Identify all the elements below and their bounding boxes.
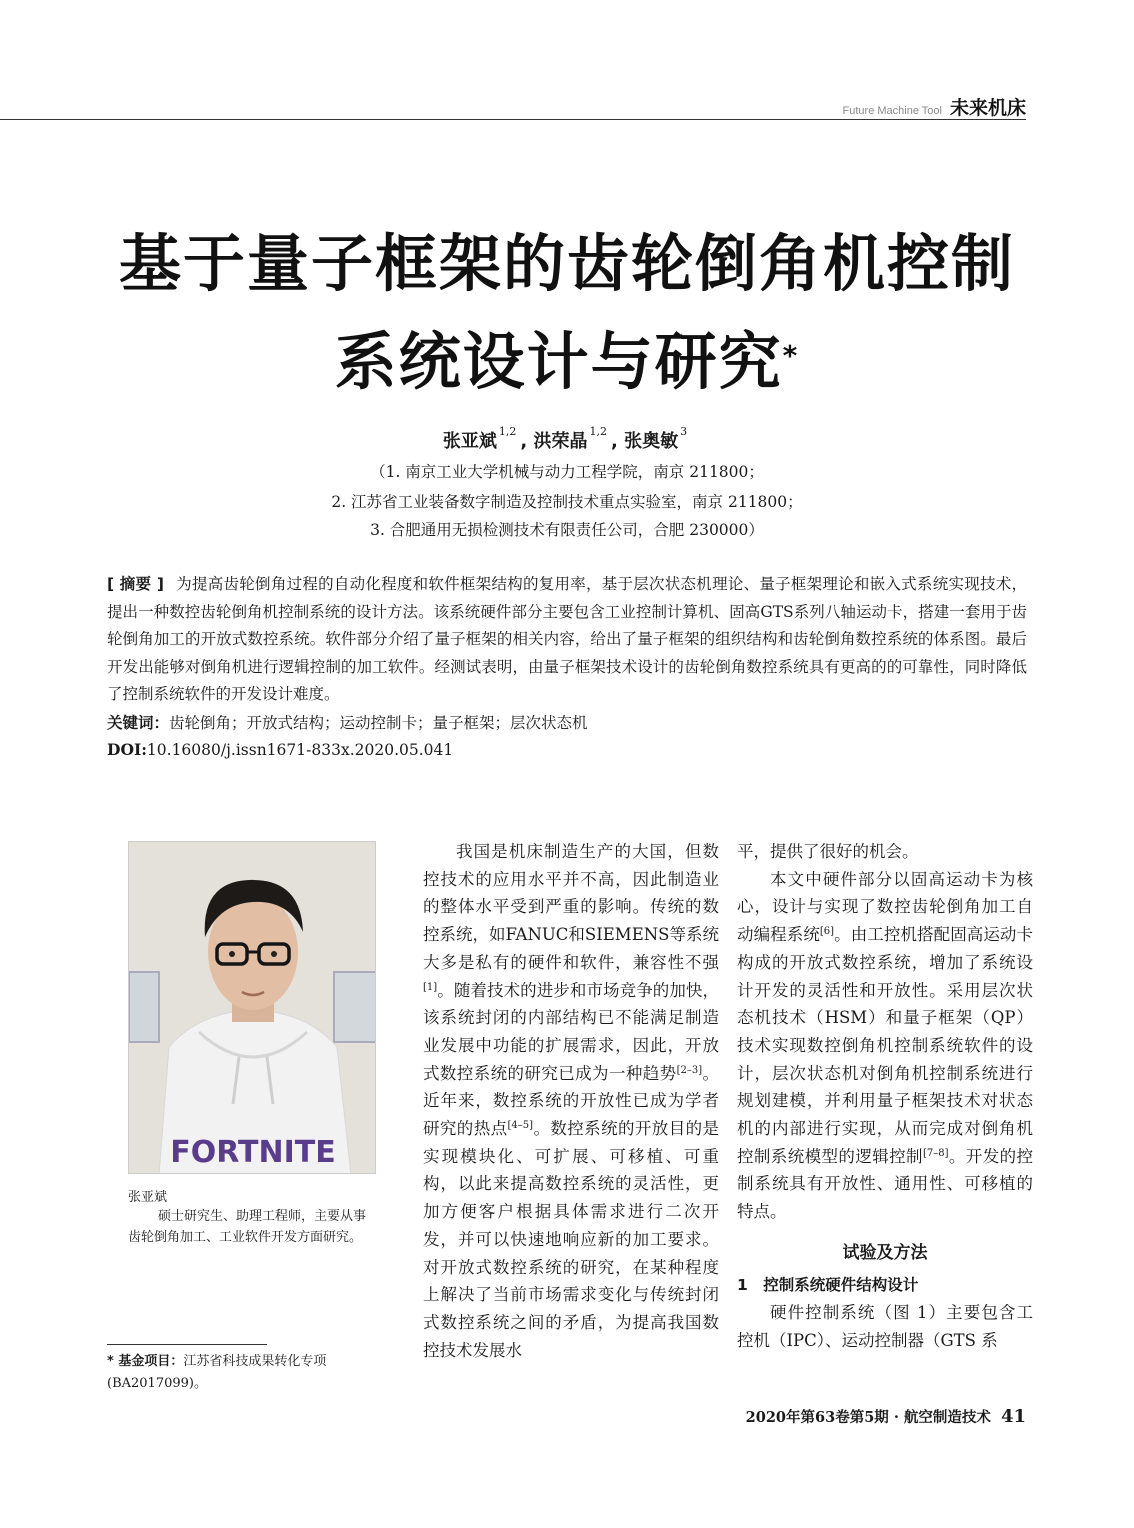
abstract-label: [ 摘要 ]	[107, 575, 164, 593]
footnote-rule	[107, 1344, 267, 1345]
page-number: 41	[1000, 1406, 1026, 1427]
citation: [4–5]	[507, 1120, 534, 1132]
body-column-right	[737, 838, 1033, 1355]
hoodie-print: FORTNITE	[170, 1135, 336, 1170]
keywords-text: 齿轮倒角；开放式结构；运动控制卡；量子框架；层次状态机	[169, 714, 588, 732]
citation: [2–3]	[676, 1064, 703, 1076]
citation: [6]	[819, 926, 835, 938]
author-photo-illustration	[129, 842, 376, 1174]
subsection-heading: 1 控制系统硬件结构设计	[737, 1275, 919, 1294]
body-column-middle	[423, 838, 719, 1364]
author-name: 张亚斌	[442, 431, 497, 452]
keywords	[107, 711, 588, 733]
body-text: 。随着技术的进步和市场竞争的加快，该系统封闭的内部结构已不能满足制造业发展中功能的扩展需求，因此，开放式数控系统的研究已成为一种趋势	[423, 980, 719, 1083]
footnote-label: * 基金项目：	[107, 1354, 184, 1369]
doi-value: 10.16080/j.issn1671-833x.2020.05.041	[146, 741, 454, 759]
footnote-text: 江苏省科技成果转化专项(BA2017099)。	[107, 1354, 327, 1391]
abstract	[107, 571, 1027, 709]
body-text: 。数控系统的开放目的是实现模块化、可扩展、可移植、可重构，以此来提高数控系统的灵活性，更加方便客户根据具体需求进行二次开发，并可以快速地响应新的加工要求。对开放式数控系统的研究，在某种程度上解决了当前市场需求变化与传统封闭式数控系统之间的矛盾，为提高我国数控技术发展水	[423, 1119, 720, 1360]
bio-name: 张亚斌	[128, 1190, 168, 1205]
affiliation-1: （1. 南京工业大学机械与动力工程学院，南京 211800；	[370, 463, 764, 481]
affiliation-3: 3. 合肥通用无损检测技术有限责任公司，合肥 230000）	[370, 521, 764, 539]
footer-issue-info: 2020年第63卷第5期 · 航空制造技术	[745, 1409, 991, 1426]
running-head	[843, 93, 1026, 120]
doi	[107, 740, 453, 759]
affiliation-2: 2. 江苏省工业装备数字制造及控制技术重点实验室，南京 211800；	[331, 493, 803, 511]
paper-title-line-1: 基于量子框架的齿轮倒角机控制	[118, 227, 1015, 300]
body-text: 我国是机床制造生产的大国，但数控技术的应用水平并不高，因此制造业的整体水平受到严重的影响。传统的数控系统，如FANUC和SIEMENS等系统大多是私有的硬件和软件，兼容性不强	[423, 842, 719, 972]
journal-name-en: Future Machine Tool	[842, 105, 942, 117]
body-paragraph-2	[737, 866, 1033, 1226]
page-footer	[746, 1406, 1026, 1427]
author-separator: ,	[611, 431, 618, 452]
author-name: 张奥敏	[624, 431, 679, 452]
author-separator: ,	[520, 431, 528, 452]
body-paragraph-3: 硬件控制系统（图 1）主要包含工控机（IPC）、运动控制器（GTS 系	[737, 1303, 1033, 1350]
citation: [7–8]	[922, 1147, 949, 1159]
abstract-text: 为提高齿轮倒角过程的自动化程度和软件框架结构的复用率，基于层次状态机理论、量子框架理论和嵌入式系统实现技术，提出一种数控齿轮倒角机控制系统的设计方法。该系统硬件部分主要包含工业控制计算机、固高GTS系列八轴运动卡，搭建一套用于齿轮倒角加工的开放式数控系统。软件部分介绍了量子框架的相关内容，给出了量子框架的组织结构和齿轮倒角数控系统的体系图。最后开发出能够对倒角机进行逻辑控制的加工软件。经测试表明，由量子框架技术设计的齿轮倒角数控系统具有更高的的可靠性，同时降低了控制系统软件的开发设计难度。	[107, 575, 1027, 703]
author-photo	[128, 841, 376, 1174]
author-list	[0, 427, 1134, 453]
author-affiliation-mark: 1,2	[498, 425, 517, 438]
body-text: 本文中硬件部分以固高运动卡为核心，设计与实现了数控齿轮倒角加工自动编程系统	[737, 869, 1033, 945]
citation: [1]	[423, 981, 438, 993]
author-affiliation-mark: 3	[680, 425, 688, 438]
footnote	[107, 1351, 397, 1395]
bio-text: 硕士研究生、助理工程师，主要从事齿轮倒角加工、工业软件开发方面研究。	[128, 1209, 367, 1245]
title-footnote-mark: *	[782, 339, 800, 372]
paper-title-line-2-text: 系统设计与研究	[334, 325, 783, 398]
body-text: 。近年来，数控系统的开放性已成为学者研究的热点	[423, 1063, 720, 1139]
author-affiliation-mark: 1,2	[589, 425, 607, 438]
body-text: 。开发的控制系统具有开放性、通用性、可移植的特点。	[737, 1146, 1034, 1222]
section-heading: 试验及方法	[842, 1242, 928, 1263]
journal-name-cn: 未来机床	[949, 97, 1026, 119]
body-paragraph-1	[423, 838, 719, 1364]
keywords-label: 关键词：	[107, 714, 170, 732]
body-paragraph-1-continued: 平，提供了很好的机会。	[737, 842, 919, 861]
paper-title-line-2	[60, 320, 1074, 404]
body-text: 。由工控机搭配固高运动卡构成的开放式数控系统，增加了系统设计开发的灵活性和开放性。采用层次状态机技术（HSM）和量子框架（QP）技术实现数控倒角机控制系统软件的设计，层次状态机对倒角机控制系统进行规划建模，并利用量子框架技术对状态机的内部进行实现，从而完成对倒角机控制系统模型的逻辑控制	[737, 925, 1033, 1166]
doi-label: DOI:	[107, 740, 147, 759]
author-name: 洪荣晶	[533, 431, 588, 452]
